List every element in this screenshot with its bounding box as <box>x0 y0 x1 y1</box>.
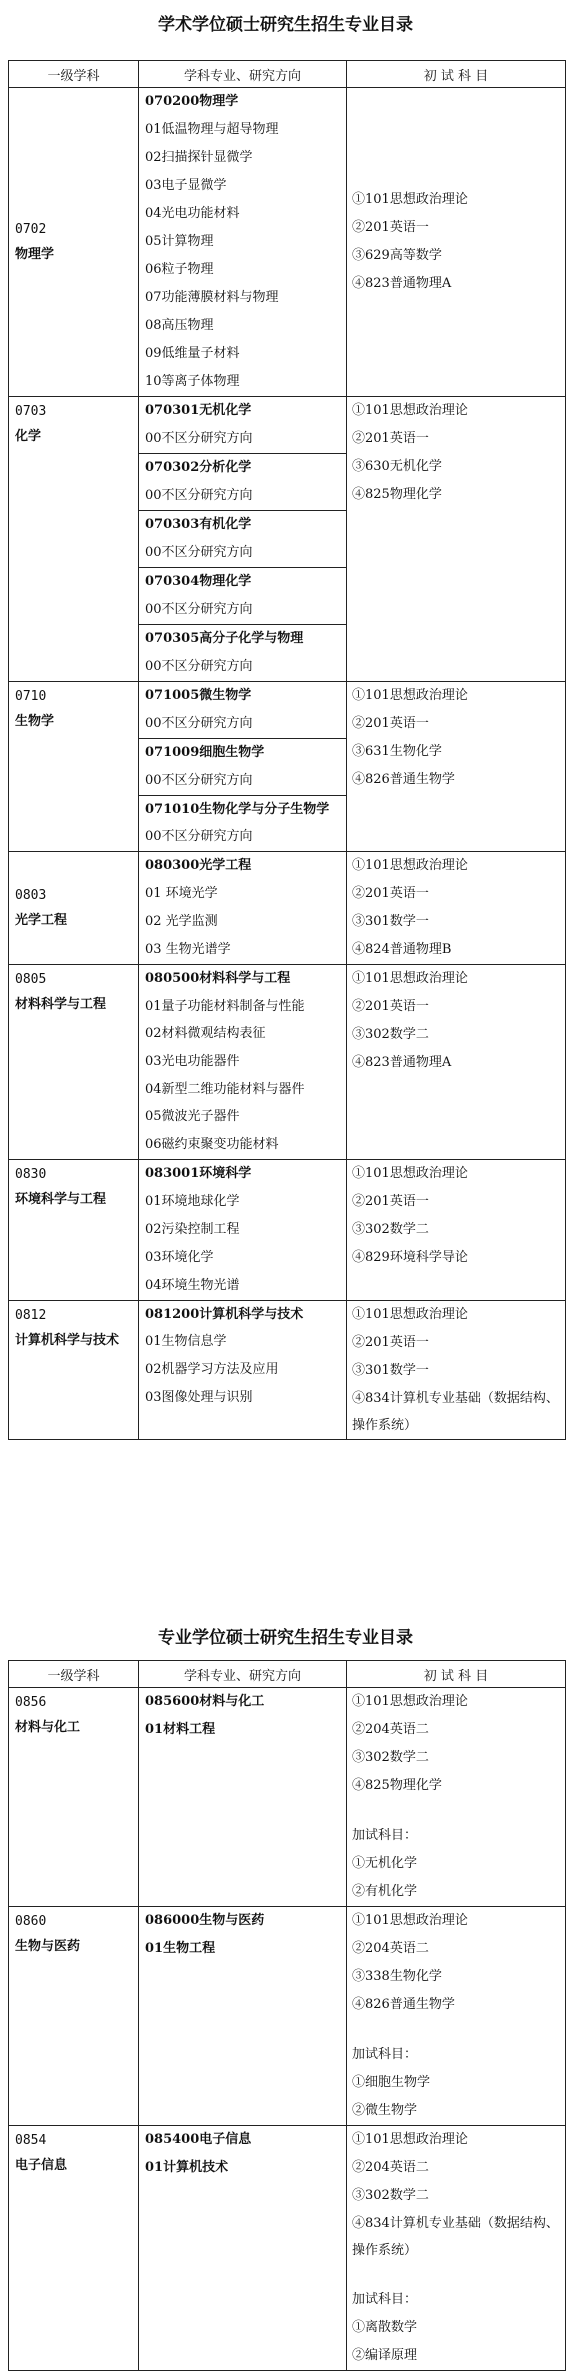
table-row <box>9 852 566 965</box>
exam-subject: ④834计算机专业基础（数据结构、操作系统） <box>352 2216 559 2258</box>
research-direction: 02扫描探针显微学 <box>145 150 253 165</box>
research-direction: 00不区分研究方向 <box>145 659 253 674</box>
research-direction: 03图像处理与识别 <box>145 1390 253 1405</box>
extra-exam-subject: ②有机化学 <box>352 1884 418 1899</box>
exam-subject: ③301数学一 <box>352 1363 429 1378</box>
research-direction: 00不区分研究方向 <box>145 602 253 617</box>
research-direction: 04环境生物光谱 <box>145 1278 240 1293</box>
exam-subject: ③630无机化学 <box>352 459 442 474</box>
discipline-cell <box>9 397 139 682</box>
exam-cell <box>347 88 566 397</box>
research-direction: 00不区分研究方向 <box>145 773 253 788</box>
exam-subject: ②201英语一 <box>352 999 429 1014</box>
discipline-cell <box>9 852 139 965</box>
research-direction: 08高压物理 <box>145 318 214 333</box>
research-direction: 01生物信息学 <box>145 1334 227 1349</box>
table-row <box>9 1160 566 1301</box>
discipline-code: 0830 <box>15 1167 47 1182</box>
exam-subject: ④825物理化学 <box>352 487 442 502</box>
discipline-name: 生物与医药 <box>15 1939 81 1954</box>
extra-exam-label: 加试科目： <box>352 1828 418 1843</box>
extra-exam-subject: ①离散数学 <box>352 2320 418 2335</box>
major-title: 080300光学工程 <box>145 858 252 873</box>
discipline-name: 化学 <box>15 429 42 444</box>
major-cell <box>139 397 347 682</box>
table-row <box>9 397 566 682</box>
exam-subject: ①101思想政治理论 <box>352 1166 468 1181</box>
research-direction: 09低维量子材料 <box>145 346 240 361</box>
discipline-cell <box>9 1688 139 1907</box>
exam-cell <box>347 1907 566 2126</box>
table-header-row <box>9 1661 566 1688</box>
research-direction: 06粒子物理 <box>145 262 214 277</box>
discipline-code: 0860 <box>15 1914 47 1929</box>
academic-catalog-title: 学术学位硕士研究生招生专业目录 <box>158 15 413 35</box>
exam-subject: ②204英语二 <box>352 2160 429 2175</box>
discipline-cell <box>9 682 139 852</box>
research-direction: 06磁约束聚变功能材料 <box>145 1137 279 1152</box>
research-direction: 00不区分研究方向 <box>145 829 253 844</box>
discipline-cell <box>9 965 139 1160</box>
research-direction: 01材料工程 <box>145 1722 216 1737</box>
discipline-code: 0702 <box>15 222 47 237</box>
exam-subject: ②201英语一 <box>352 220 429 235</box>
exam-subject: ④826普通生物学 <box>352 772 455 787</box>
table-row <box>9 1907 566 2126</box>
major-title: 086000生物与医药 <box>145 1913 265 1928</box>
research-direction: 00不区分研究方向 <box>145 716 253 731</box>
discipline-name: 材料科学与工程 <box>15 997 107 1012</box>
discipline-code: 0805 <box>15 972 47 987</box>
major-title: 071010生物化学与分子生物学 <box>145 802 330 817</box>
exam-subject: ①101思想政治理论 <box>352 1694 468 1709</box>
major-block <box>139 624 346 681</box>
major-cell <box>139 965 347 1160</box>
exam-subject: ④826普通生物学 <box>352 1997 455 2012</box>
research-direction: 03电子显微学 <box>145 178 227 193</box>
major-cell <box>139 1301 347 1440</box>
research-direction: 00不区分研究方向 <box>145 545 253 560</box>
exam-subject: ①101思想政治理论 <box>352 1307 468 1322</box>
research-direction: 02机器学习方法及应用 <box>145 1362 279 1377</box>
exam-cell <box>347 1301 566 1440</box>
table-header-row <box>9 61 566 88</box>
major-title: 085600材料与化工 <box>145 1694 265 1709</box>
major-title: 071005微生物学 <box>145 688 252 703</box>
major-cell <box>139 1160 347 1301</box>
exam-subject: ②201英语一 <box>352 716 429 731</box>
major-title: 083001环境科学 <box>145 1166 252 1181</box>
research-direction: 05计算物理 <box>145 234 214 249</box>
exam-subject: ②201英语一 <box>352 1335 429 1350</box>
major-block <box>139 795 346 851</box>
discipline-name: 材料与化工 <box>15 1720 81 1735</box>
research-direction: 01低温物理与超导物理 <box>145 122 279 137</box>
extra-exam-subject: ②编译原理 <box>352 2348 418 2363</box>
discipline-cell <box>9 1160 139 1301</box>
major-title: 070301无机化学 <box>145 403 252 418</box>
research-direction: 02 光学监测 <box>145 914 218 929</box>
exam-subject: ③302数学二 <box>352 1222 429 1237</box>
research-direction: 00不区分研究方向 <box>145 431 253 446</box>
discipline-name: 计算机科学与技术 <box>15 1333 120 1348</box>
header-discipline: 一级学科 <box>9 61 139 88</box>
exam-subject: ②204英语二 <box>352 1941 429 1956</box>
exam-subject: ③629高等数学 <box>352 248 442 263</box>
research-direction: 07功能薄膜材料与物理 <box>145 290 279 305</box>
header-exam: 初 试 科 目 <box>347 61 566 88</box>
research-direction: 01生物工程 <box>145 1941 216 1956</box>
major-block <box>139 682 346 738</box>
exam-subject: ④825物理化学 <box>352 1778 442 1793</box>
academic-catalog-table <box>8 60 566 1440</box>
exam-subject: ②201英语一 <box>352 431 429 446</box>
exam-subject: ①101思想政治理论 <box>352 971 468 986</box>
header-major: 学科专业、研究方向 <box>139 1661 347 1688</box>
exam-subject: ③631生物化学 <box>352 744 442 759</box>
discipline-name: 光学工程 <box>15 913 68 928</box>
table-row <box>9 88 566 397</box>
major-title: 071009细胞生物学 <box>145 745 265 760</box>
major-title: 070305高分子化学与物理 <box>145 631 304 646</box>
exam-cell <box>347 1688 566 1907</box>
discipline-code: 0854 <box>15 2133 47 2148</box>
exam-subject: ②201英语一 <box>352 886 429 901</box>
exam-cell <box>347 965 566 1160</box>
research-direction: 03 生物光谱学 <box>145 942 231 957</box>
exam-subject: ②201英语一 <box>352 1194 429 1209</box>
exam-subject: ④834计算机专业基础（数据结构、操作系统） <box>352 1391 559 1433</box>
table-row <box>9 1301 566 1440</box>
research-direction: 01 环境光学 <box>145 886 218 901</box>
extra-exam-subject: ①无机化学 <box>352 1856 418 1871</box>
discipline-cell <box>9 88 139 397</box>
research-direction: 02污染控制工程 <box>145 1222 240 1237</box>
table-row <box>9 1688 566 1907</box>
exam-subject: ③302数学二 <box>352 2188 429 2203</box>
major-title: 085400电子信息 <box>145 2132 252 2147</box>
header-discipline: 一级学科 <box>9 1661 139 1688</box>
research-direction: 04光电功能材料 <box>145 206 240 221</box>
research-direction: 01环境地球化学 <box>145 1194 240 1209</box>
table-row <box>9 682 566 852</box>
professional-catalog-table <box>8 1660 566 2371</box>
research-direction: 02材料微观结构表征 <box>145 1026 266 1041</box>
discipline-code: 0812 <box>15 1308 47 1323</box>
discipline-name: 电子信息 <box>15 2158 68 2173</box>
major-title: 070303有机化学 <box>145 517 252 532</box>
exam-subject: ①101思想政治理论 <box>352 858 468 873</box>
discipline-name: 生物学 <box>15 714 55 729</box>
discipline-name: 物理学 <box>15 247 55 262</box>
major-cell <box>139 852 347 965</box>
exam-cell <box>347 1160 566 1301</box>
research-direction: 10等离子体物理 <box>145 374 240 389</box>
research-direction: 01计算机技术 <box>145 2160 229 2175</box>
major-cell <box>139 682 347 852</box>
research-direction: 05微波光子器件 <box>145 1109 240 1124</box>
research-direction: 03光电功能器件 <box>145 1054 240 1069</box>
discipline-cell <box>9 1907 139 2126</box>
research-direction: 00不区分研究方向 <box>145 488 253 503</box>
exam-subject: ③302数学二 <box>352 1750 429 1765</box>
exam-subject: ①101思想政治理论 <box>352 688 468 703</box>
major-title: 080500材料科学与工程 <box>145 971 291 986</box>
discipline-code: 0856 <box>15 1695 47 1710</box>
extra-exam-label: 加试科目： <box>352 2047 418 2062</box>
exam-subject: ①101思想政治理论 <box>352 403 468 418</box>
table-row <box>9 965 566 1160</box>
major-title: 081200计算机科学与技术 <box>145 1307 304 1322</box>
professional-catalog-title: 专业学位硕士研究生招生专业目录 <box>158 1628 413 1648</box>
exam-subject: ①101思想政治理论 <box>352 1913 468 1928</box>
header-exam: 初 试 科 目 <box>347 1661 566 1688</box>
discipline-cell <box>9 2126 139 2371</box>
major-cell <box>139 1907 347 2126</box>
major-cell <box>139 2126 347 2371</box>
research-direction: 01量子功能材料制备与性能 <box>145 999 305 1014</box>
exam-cell <box>347 397 566 682</box>
discipline-code: 0703 <box>15 404 47 419</box>
exam-subject: ④823普通物理A <box>352 276 452 291</box>
exam-subject: ③338生物化学 <box>352 1969 442 1984</box>
discipline-code: 0710 <box>15 689 47 704</box>
exam-subject: ④829环境科学导论 <box>352 1250 468 1265</box>
exam-subject: ①101思想政治理论 <box>352 2132 468 2147</box>
discipline-name: 环境科学与工程 <box>15 1192 107 1207</box>
major-title: 070200物理学 <box>145 94 239 109</box>
research-direction: 03环境化学 <box>145 1250 214 1265</box>
major-block <box>139 510 346 567</box>
exam-subject: ③302数学二 <box>352 1027 429 1042</box>
exam-subject: ④823普通物理A <box>352 1055 452 1070</box>
extra-exam-subject: ②微生物学 <box>352 2103 418 2118</box>
exam-subject: ④824普通物理B <box>352 942 452 957</box>
major-block <box>139 453 346 510</box>
major-title: 070302分析化学 <box>145 460 252 475</box>
research-direction: 04新型二维功能材料与器件 <box>145 1082 305 1097</box>
exam-subject: ①101思想政治理论 <box>352 192 468 207</box>
table-row <box>9 2126 566 2371</box>
major-block <box>139 397 346 453</box>
extra-exam-label: 加试科目： <box>352 2292 418 2307</box>
major-block <box>139 567 346 624</box>
extra-exam-subject: ①细胞生物学 <box>352 2075 431 2090</box>
major-cell <box>139 1688 347 1907</box>
exam-cell <box>347 2126 566 2371</box>
discipline-cell <box>9 1301 139 1440</box>
exam-cell <box>347 852 566 965</box>
exam-cell <box>347 682 566 852</box>
major-cell <box>139 88 347 397</box>
major-block <box>139 738 346 795</box>
exam-subject: ②204英语二 <box>352 1722 429 1737</box>
discipline-code: 0803 <box>15 888 47 903</box>
header-major: 学科专业、研究方向 <box>139 61 347 88</box>
major-title: 070304物理化学 <box>145 574 252 589</box>
exam-subject: ③301数学一 <box>352 914 429 929</box>
